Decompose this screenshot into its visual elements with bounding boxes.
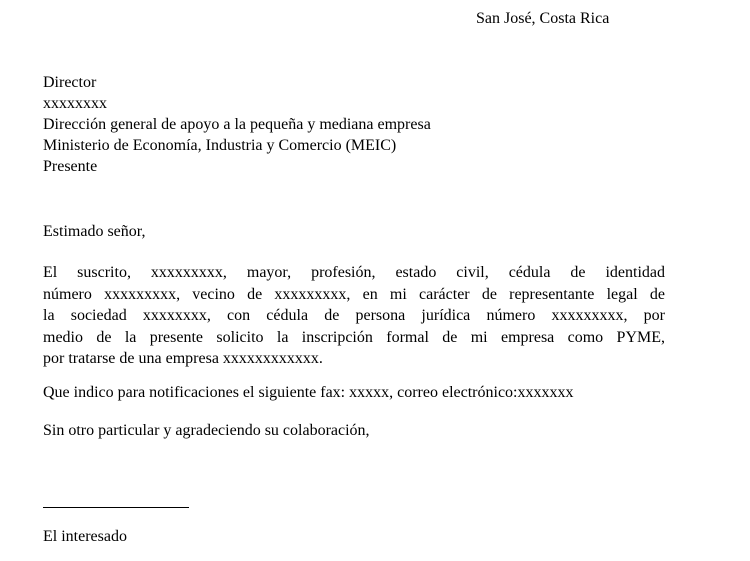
salutation: Estimado señor, xyxy=(43,223,146,240)
body-line: medio de la presente solicito la inscripción formal de mi empresa como PYME, xyxy=(43,328,665,346)
recipient-block xyxy=(43,72,431,177)
signature-line xyxy=(43,507,189,508)
place-line: San José, Costa Rica xyxy=(476,10,610,27)
recipient-name: xxxxxxxx xyxy=(43,95,107,112)
body-line: número xxxxxxxxx, vecino de xxxxxxxxx, en mi carácter de representante legal de xyxy=(43,285,665,303)
recipient-presente: Presente xyxy=(43,158,98,175)
body-paragraph xyxy=(43,262,665,370)
notification-paragraph: Que indico para notificaciones el siguiente fax: xxxxx, correo electrónico:xxxxxxx xyxy=(43,384,574,401)
body-line: El suscrito, xxxxxxxxx, mayor, profesión, estado civil, cédula de identidad xyxy=(43,264,665,281)
body-line: por tratarse de una empresa xxxxxxxxxxxx. xyxy=(43,350,323,367)
recipient-department: Dirección general de apoyo a la pequeña y mediana empresa xyxy=(43,116,431,133)
body-line: la sociedad xxxxxxxx, con cédula de persona jurídica número xxxxxxxxx, por xyxy=(43,307,665,324)
signer-label: El interesado xyxy=(43,528,127,545)
recipient-ministry: Ministerio de Economía, Industria y Comercio (MEIC) xyxy=(43,137,397,154)
closing-paragraph: Sin otro particular y agradeciendo su colaboración, xyxy=(43,422,370,439)
recipient-title: Director xyxy=(43,74,97,91)
